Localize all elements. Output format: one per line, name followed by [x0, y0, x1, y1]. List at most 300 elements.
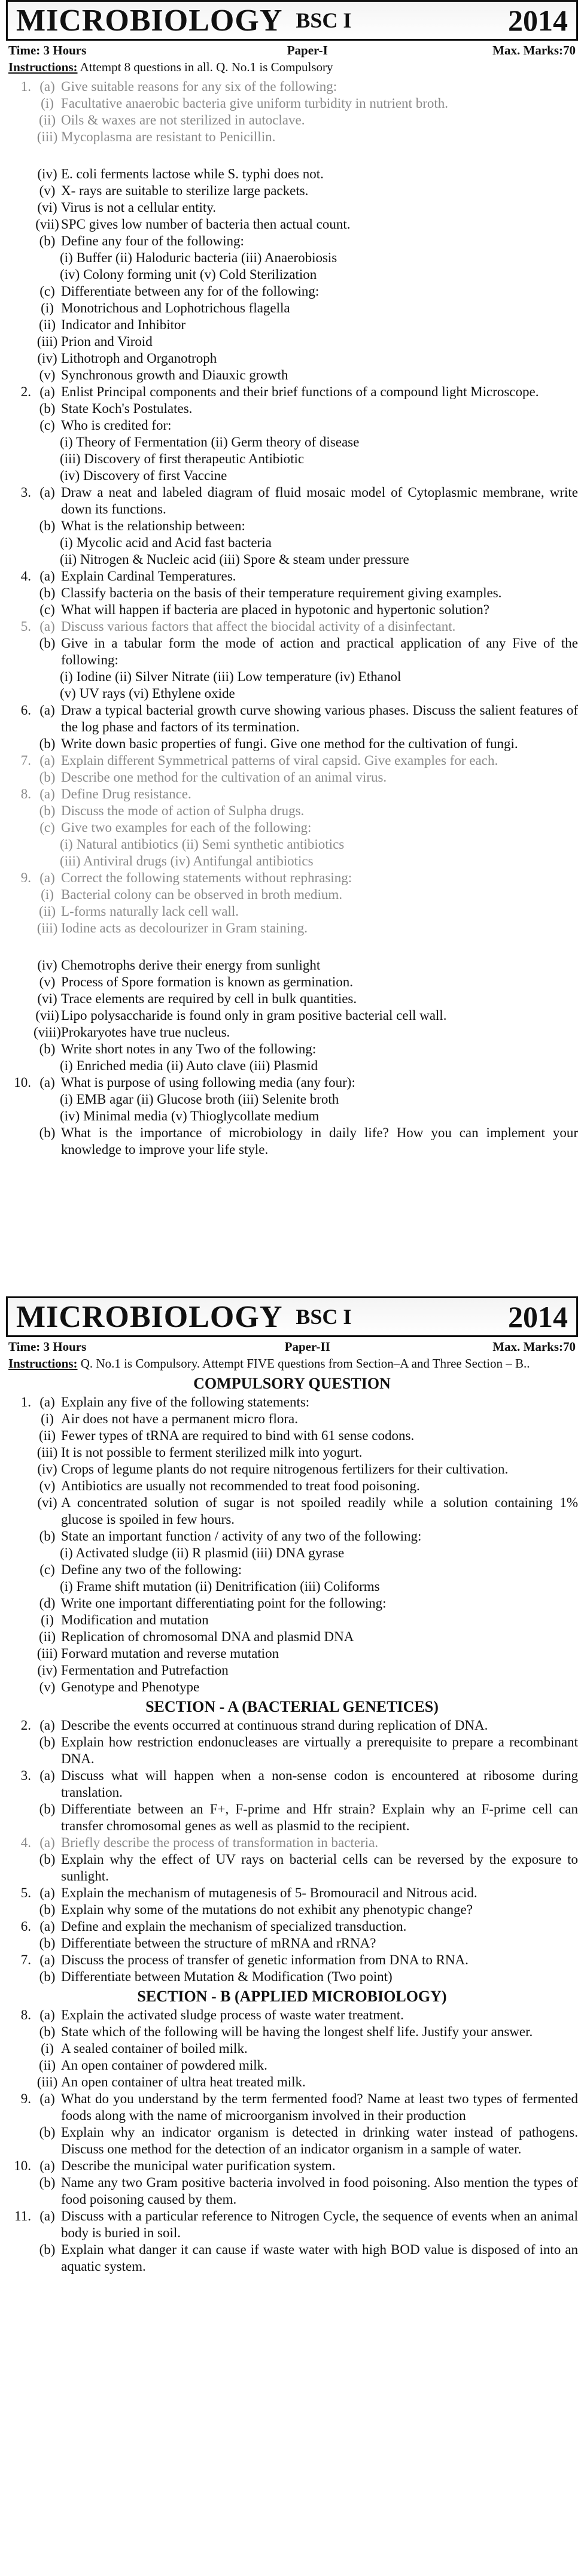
question-item	[6, 1767, 578, 1801]
question-part: (c)	[39, 820, 55, 835]
question-number	[6, 2074, 34, 2091]
question-part: (a)	[39, 703, 55, 718]
question-text: Write short notes in any Two of the following:	[61, 1041, 317, 1056]
question-text: Monotrichous and Lophotrichous flagella	[61, 300, 290, 315]
question-item	[6, 400, 578, 417]
paper-two-instructions-label: Instructions:	[8, 1356, 78, 1371]
question-item	[6, 233, 578, 250]
question-item	[6, 803, 578, 819]
paper-two-subject: MICROBIOLOGY	[16, 1299, 283, 1334]
question-part: (v)	[39, 974, 56, 989]
paper-one-meta	[8, 43, 576, 58]
question-text: Fermentation and Putrefaction	[61, 1663, 229, 1678]
question-number	[6, 283, 34, 300]
question-number	[6, 1801, 34, 1834]
question-part: (iii)	[36, 1646, 58, 1661]
question-number: 4.	[20, 569, 31, 584]
question-item	[6, 736, 578, 752]
question-text: Process of Spore formation is known as germination.	[61, 974, 354, 989]
paper-one	[0, 0, 584, 1158]
question-options: (i) Buffer (ii) Haloduric bacteria (iii) Anaerobiosis	[60, 250, 337, 265]
question-part: (i)	[41, 96, 54, 111]
question-options: (i) Mycolic acid and Acid fast bacteria	[60, 535, 272, 550]
question-item	[6, 1952, 578, 1969]
question-text: SPC gives low number of bacteria then actual count.	[61, 217, 351, 232]
question-text: Describe one method for the cultivation of an animal virus.	[61, 770, 387, 785]
question-text: Describe the municipal water purification system.	[61, 2158, 336, 2173]
question-part: (a)	[39, 384, 55, 399]
question-part: (iii)	[36, 921, 58, 935]
paper-two-meta	[8, 1339, 576, 1354]
question-options: (i) Activated sludge (ii) R plasmid (iii) DNA gyrase	[60, 1545, 345, 1560]
question-number: 3.	[20, 1768, 31, 1783]
question-options: (iii) Antiviral drugs (iv) Antifungal antibiotics	[60, 853, 314, 868]
question-text: Correct the following statements without rephrasing:	[61, 870, 352, 885]
question-part: (i)	[41, 1411, 54, 1426]
question-text: Discuss the mode of action of Sulpha drugs.	[61, 803, 305, 818]
question-text: Define any two of the following:	[61, 1562, 242, 1577]
question-text: Trace elements are required by cell in bulk quantities.	[61, 991, 357, 1006]
question-number	[6, 1041, 34, 1058]
question-item	[6, 1717, 578, 1734]
question-item	[6, 1444, 578, 1461]
question-number: 8.	[20, 2007, 31, 2022]
question-text: Name any two Gram positive bacteria involved in food poisoning. Also mention the types of food poisoning caused by them.	[61, 2175, 578, 2207]
question-number	[6, 635, 34, 669]
compulsory-heading: COMPULSORY QUESTION	[193, 1375, 391, 1392]
question-text: Differentiate between Mutation & Modification (Two point)	[61, 1969, 393, 1984]
question-text: Explain why the effect of UV rays on bacterial cells can be reversed by the exposure to sunlight.	[61, 1852, 578, 1884]
question-text: L-forms naturally lack cell wall.	[61, 904, 239, 919]
question-text: Give suitable reasons for any six of the following:	[61, 79, 337, 94]
question-number	[6, 417, 34, 434]
question-number: 9.	[20, 870, 31, 885]
question-number: 7.	[20, 753, 31, 768]
question-number	[6, 1007, 34, 1024]
paper-one-number: Paper-I	[287, 43, 328, 57]
question-part: (a)	[39, 753, 55, 768]
question-item	[6, 635, 578, 669]
question-part: (c)	[39, 1562, 55, 1577]
question-item	[6, 1411, 578, 1427]
question-part: (ii)	[38, 1629, 56, 1644]
question-text: Oils & waxes are not sterilized in autoclave.	[61, 113, 305, 127]
question-item	[6, 974, 578, 991]
question-item	[6, 1734, 578, 1767]
question-number	[6, 2241, 34, 2275]
question-text: Define any four of the following:	[61, 233, 244, 248]
question-number	[6, 166, 34, 183]
question-item	[6, 1074, 578, 1091]
question-number	[6, 1935, 34, 1952]
question-item	[6, 752, 578, 769]
question-text: State an important function / activity of any two of the following:	[61, 1529, 422, 1544]
question-part: (a)	[39, 619, 55, 634]
question-text: Define Drug resistance.	[61, 786, 191, 801]
section-a-heading: SECTION - A (BACTERIAL GENETICES)	[145, 1698, 439, 1715]
question-part: (vi)	[37, 991, 57, 1006]
question-item	[6, 183, 578, 199]
question-item	[6, 518, 578, 534]
question-number	[6, 602, 34, 618]
question-part: (vi)	[37, 200, 57, 215]
question-number	[6, 400, 34, 417]
question-item	[6, 350, 578, 367]
question-text: Fewer types of tRNA are required to bind with 61 sense codons.	[61, 1428, 415, 1443]
question-text: Bacterial colony can be observed in broth medium.	[61, 887, 343, 902]
question-text: Describe the events occurred at continuous strand during replication of DNA.	[61, 1718, 488, 1733]
question-item	[6, 1528, 578, 1545]
question-item	[6, 367, 578, 384]
question-item	[6, 199, 578, 216]
question-part: (ii)	[38, 904, 56, 919]
paper-two-title-box	[6, 1296, 578, 1337]
question-text: Draw a typical bacterial growth curve showing various phases. Discuss the salient features of the log phase and factors of its termination.	[61, 703, 578, 734]
question-options: (i) Iodine (ii) Silver Nitrate (iii) Low temperature (iv) Ethanol	[60, 669, 402, 684]
question-item	[6, 957, 578, 974]
question-text: X- rays are suitable to sterilize large packets.	[61, 183, 309, 198]
question-text: A concentrated solution of sugar is not spoiled readily while a solution containing 1% glucose is spoiled in few hours.	[61, 1495, 578, 1527]
question-text: Explain why an indicator organism is detected in drinking water instead of pathogens. Discuss one method for the detection of an indicator organism in a sample of water.	[61, 2125, 578, 2156]
question-number: 9.	[20, 2091, 31, 2106]
question-text: Explain the mechanism of mutagenesis of 5- Bromouracil and Nitrous acid.	[61, 1885, 477, 1900]
question-text: Indicator and Inhibitor	[61, 317, 186, 332]
question-options: (iv) Minimal media (v) Thioglycollate medium	[60, 1108, 320, 1123]
question-item	[6, 1427, 578, 1444]
question-part: (a)	[39, 1952, 55, 1967]
question-text: Synchronous growth and Diauxic growth	[61, 367, 288, 382]
question-text: Replication of chromosomal DNA and plasmid DNA	[61, 1629, 354, 1644]
paper-one-title-box	[6, 0, 578, 41]
question-number	[6, 317, 34, 333]
question-text: Enlist Principal components and their brief functions of a compound light Microscope.	[61, 384, 539, 399]
question-number	[6, 112, 34, 129]
question-part: (b)	[39, 1041, 56, 1056]
question-text: Differentiate between an F+, F-prime and Hfr strain? Explain why an F-prime cell can transfer chromosomal genes as well as plasmid to the recipient.	[61, 1802, 578, 1833]
question-part: (iii)	[36, 334, 58, 349]
question-item	[6, 903, 578, 920]
question-part: (a)	[39, 2091, 55, 2106]
question-part: (c)	[39, 284, 55, 299]
question-part: (b)	[39, 1802, 56, 1816]
question-text: Explain different Symmetrical patterns of viral capsid. Give examples for each.	[61, 753, 498, 768]
question-item	[6, 1041, 578, 1058]
question-part: (i)	[41, 300, 54, 315]
question-number	[6, 957, 34, 974]
question-text: Modification and mutation	[61, 1612, 209, 1627]
question-text: Discuss what will happen when a non-sense codon is encountered at ribosome during translation.	[61, 1768, 578, 1800]
question-item	[6, 1494, 578, 1528]
paper-one-instructions	[8, 59, 576, 75]
question-text: What do you understand by the term fermented food? Name at least two types of fermented foods along with the name of microorganism involved in their production	[61, 2091, 578, 2123]
question-text: Air does not have a permanent micro flora.	[61, 1411, 298, 1426]
question-item	[6, 1801, 578, 1834]
paper-one-year: 2014	[508, 4, 568, 37]
question-part: (a)	[39, 1885, 55, 1900]
question-text: Virus is not a cellular entity.	[61, 200, 217, 215]
question-item	[6, 920, 578, 937]
question-item	[6, 786, 578, 803]
question-item	[6, 1834, 578, 1851]
question-number: 10.	[14, 1075, 31, 1090]
question-item	[6, 618, 578, 635]
question-text: Give two examples for each of the following:	[61, 820, 312, 835]
question-part: (iv)	[37, 166, 57, 181]
question-item	[6, 769, 578, 786]
question-part: (a)	[39, 2158, 55, 2173]
compulsory-questions	[0, 1394, 584, 1696]
question-number	[6, 1427, 34, 1444]
question-part: (a)	[39, 2007, 55, 2022]
question-part: (a)	[39, 1718, 55, 1733]
question-part: (viii)	[34, 1025, 61, 1040]
question-number	[6, 333, 34, 350]
question-text: Prokaryotes have true nucleus.	[61, 1025, 230, 1040]
question-part: (i)	[41, 1612, 54, 1627]
question-number	[6, 1629, 34, 1645]
question-part: (vii)	[35, 217, 59, 232]
question-options: (iv) Colony forming unit (v) Cold Sterilization	[60, 267, 317, 282]
question-number	[6, 1645, 34, 1662]
question-text: What will happen if bacteria are placed in hypotonic and hypertonic solution?	[61, 602, 489, 617]
question-number	[6, 1662, 34, 1679]
question-item	[6, 1679, 578, 1696]
question-text: Write one important differentiating point for the following:	[61, 1596, 387, 1611]
question-part: (b)	[39, 1125, 56, 1140]
question-part: (iii)	[36, 2074, 58, 2089]
question-number	[6, 2174, 34, 2208]
question-item	[6, 2241, 578, 2275]
question-part: (b)	[39, 2024, 56, 2039]
question-part: (i)	[41, 887, 54, 902]
question-part: (b)	[39, 803, 56, 818]
question-part: (b)	[39, 736, 56, 751]
question-number: 6.	[20, 1919, 31, 1934]
question-number	[6, 216, 34, 233]
question-number	[6, 769, 34, 786]
question-part: (v)	[39, 1478, 56, 1493]
question-options: (iii) Discovery of first therapeutic Antibiotic	[60, 451, 305, 466]
question-number	[6, 95, 34, 112]
question-part: (b)	[39, 1734, 56, 1749]
question-text: Differentiate between the structure of mRNA and rRNA?	[61, 1936, 376, 1951]
question-number	[6, 736, 34, 752]
question-part: (b)	[39, 1969, 56, 1984]
question-item	[6, 1595, 578, 1612]
question-number	[6, 2124, 34, 2158]
question-item	[6, 2124, 578, 2158]
question-number	[6, 129, 34, 145]
question-text: Mycoplasma are resistant to Penicillin.	[61, 129, 276, 144]
question-part: (a)	[39, 79, 55, 94]
question-text: It is not possible to ferment sterilized milk into yogurt.	[61, 1445, 363, 1460]
question-item	[6, 417, 578, 434]
question-text: Discuss the process of transfer of genetic information from DNA to RNA.	[61, 1952, 469, 1967]
question-number	[6, 518, 34, 534]
question-text: Crops of legume plants do not require nitrogenous fertilizers for their cultivation.	[61, 1462, 509, 1477]
question-number: 7.	[20, 1952, 31, 1967]
question-number	[6, 1411, 34, 1427]
question-part: (a)	[39, 1768, 55, 1783]
question-part: (b)	[39, 518, 56, 533]
question-number	[6, 903, 34, 920]
question-part: (b)	[39, 1529, 56, 1544]
question-item	[6, 602, 578, 618]
question-number: 4.	[20, 1835, 31, 1850]
section-b-heading: SECTION - B (APPLIED MICROBIOLOGY)	[137, 1988, 447, 2005]
question-item	[6, 1918, 578, 1935]
question-item	[6, 300, 578, 317]
question-item	[6, 870, 578, 886]
paper-one-instructions-text: Attempt 8 questions in all. Q. No.1 is Compulsory	[80, 60, 333, 74]
question-part: (b)	[39, 2242, 56, 2257]
question-text: Explain the activated sludge process of waste water treatment.	[61, 2007, 404, 2022]
question-part: (b)	[39, 636, 56, 651]
section-b-questions	[0, 2007, 584, 2275]
question-item	[6, 1394, 578, 1411]
paper-one-subject: MICROBIOLOGY	[16, 3, 283, 38]
question-options: (v) UV rays (vi) Ethylene oxide	[60, 686, 235, 701]
question-part: (v)	[39, 1679, 56, 1694]
question-part: (d)	[39, 1596, 56, 1611]
question-item	[6, 1125, 578, 1158]
question-text: Discuss various factors that affect the biocidal activity of a disinfectant.	[61, 619, 456, 634]
question-text: Who is credited for:	[61, 418, 172, 433]
question-number	[6, 1444, 34, 1461]
question-item	[6, 2208, 578, 2241]
question-item	[6, 991, 578, 1007]
question-number	[6, 974, 34, 991]
question-text: Differentiate between any for of the following:	[61, 284, 320, 299]
question-options: (i) Enriched media (ii) Auto clave (iii) Plasmid	[60, 1058, 318, 1073]
question-item	[6, 568, 578, 585]
question-part: (a)	[39, 1835, 55, 1850]
paper-one-instructions-label: Instructions:	[8, 60, 78, 74]
question-part: (v)	[39, 183, 56, 198]
question-item	[6, 2158, 578, 2174]
question-part: (b)	[39, 2175, 56, 2190]
question-text: Briefly describe the process of transformation in bacteria.	[61, 1835, 379, 1850]
question-number	[6, 233, 34, 250]
question-text: Chemotrophs derive their energy from sunlight	[61, 958, 321, 973]
question-text: Antibiotics are usually not recommended to treat food poisoning.	[61, 1478, 420, 1493]
question-item	[6, 886, 578, 903]
question-item	[6, 2057, 578, 2074]
question-part: (v)	[39, 367, 56, 382]
question-item	[6, 1851, 578, 1885]
question-number: 5.	[20, 619, 31, 634]
question-item	[6, 333, 578, 350]
question-item	[6, 2040, 578, 2057]
question-text: Draw a neat and labeled diagram of fluid mosaic model of Cytoplasmic membrane, write down its functions.	[61, 485, 578, 517]
question-item	[6, 2174, 578, 2208]
question-part: (b)	[39, 401, 56, 416]
question-number	[6, 1969, 34, 1985]
paper-one-time: Time: 3 Hours	[8, 43, 87, 57]
question-item	[6, 129, 578, 145]
question-item	[6, 585, 578, 602]
question-options: (i) Theory of Fermentation (ii) Germ theory of disease	[60, 435, 360, 449]
question-item	[6, 1885, 578, 1901]
question-text: Explain what danger it can cause if waste water with high BOD value is disposed of into an aquatic system.	[61, 2242, 578, 2274]
question-part: (ii)	[38, 1428, 56, 1443]
question-number	[6, 2040, 34, 2057]
question-text: Prion and Viroid	[61, 334, 153, 349]
question-text: State which of the following will be having the longest shelf life. Justify your answer.	[61, 2024, 533, 2039]
question-item	[6, 1645, 578, 1662]
question-item	[6, 2091, 578, 2124]
question-item	[6, 384, 578, 400]
question-text: Explain why some of the mutations do not exhibit any phenotypic change?	[61, 1902, 473, 1917]
paper-one-marks: Max. Marks:70	[492, 43, 576, 57]
paper-two-marks: Max. Marks:70	[492, 1339, 576, 1354]
question-text: An open container of powdered milk.	[61, 2058, 267, 2073]
question-text: Facultative anaerobic bacteria give uniform turbidity in nutrient broth.	[61, 96, 448, 111]
question-options: (i) Frame shift mutation (ii) Denitrification (iii) Coliforms	[60, 1579, 380, 1594]
question-number	[6, 199, 34, 216]
question-number	[6, 991, 34, 1007]
question-number	[6, 1478, 34, 1494]
question-number	[6, 1734, 34, 1767]
question-text: Iodine acts as decolourizer in Gram staining.	[61, 921, 308, 935]
question-number: 1.	[20, 79, 31, 94]
question-number: 6.	[20, 703, 31, 718]
question-number: 3.	[20, 485, 31, 500]
question-number	[6, 803, 34, 819]
question-text: E. coli ferments lactose while S. typhi does not.	[61, 166, 324, 181]
question-number: 2.	[20, 384, 31, 399]
question-part: (ii)	[38, 113, 56, 127]
question-item	[6, 1562, 578, 1578]
question-text: An open container of ultra heat treated milk.	[61, 2074, 306, 2089]
question-part: (b)	[39, 1936, 56, 1951]
question-number	[6, 1851, 34, 1885]
question-text: What is purpose of using following media (any four):	[61, 1075, 355, 1090]
question-item	[6, 78, 578, 95]
question-item	[6, 1478, 578, 1494]
question-number	[6, 1679, 34, 1696]
question-part: (vii)	[35, 1008, 59, 1023]
question-text: Discuss with a particular reference to Nitrogen Cycle, the sequence of events when an animal body is buried in soil.	[61, 2209, 578, 2240]
question-item	[6, 1461, 578, 1478]
question-text: State Koch's Postulates.	[61, 401, 193, 416]
question-number	[6, 1901, 34, 1918]
question-number	[6, 1612, 34, 1629]
question-item	[6, 484, 578, 518]
question-number	[6, 300, 34, 317]
question-part: (iv)	[37, 351, 57, 366]
question-part: (a)	[39, 1395, 55, 1409]
question-part: (ii)	[38, 2058, 56, 2073]
question-item	[6, 166, 578, 183]
question-item	[6, 95, 578, 112]
question-text: Explain how restriction endonucleases are virtually a prerequisite to prepare a recombinant DNA.	[61, 1734, 578, 1766]
question-part: (iii)	[36, 129, 58, 144]
page-gap	[0, 145, 584, 166]
section-a-questions	[0, 1717, 584, 1985]
question-text: Write down basic properties of fungi. Give one method for the cultivation of fungi.	[61, 736, 518, 751]
paper-two-number: Paper-II	[284, 1339, 330, 1354]
question-part: (b)	[39, 585, 56, 600]
question-text: Explain any five of the following statements:	[61, 1395, 310, 1409]
question-part: (a)	[39, 870, 55, 885]
question-text: Define and explain the mechanism of specialized transduction.	[61, 1919, 407, 1934]
question-number: 1.	[20, 1395, 31, 1409]
question-number	[6, 1528, 34, 1545]
question-part: (b)	[39, 770, 56, 785]
question-number	[6, 1562, 34, 1578]
question-item	[6, 2024, 578, 2040]
